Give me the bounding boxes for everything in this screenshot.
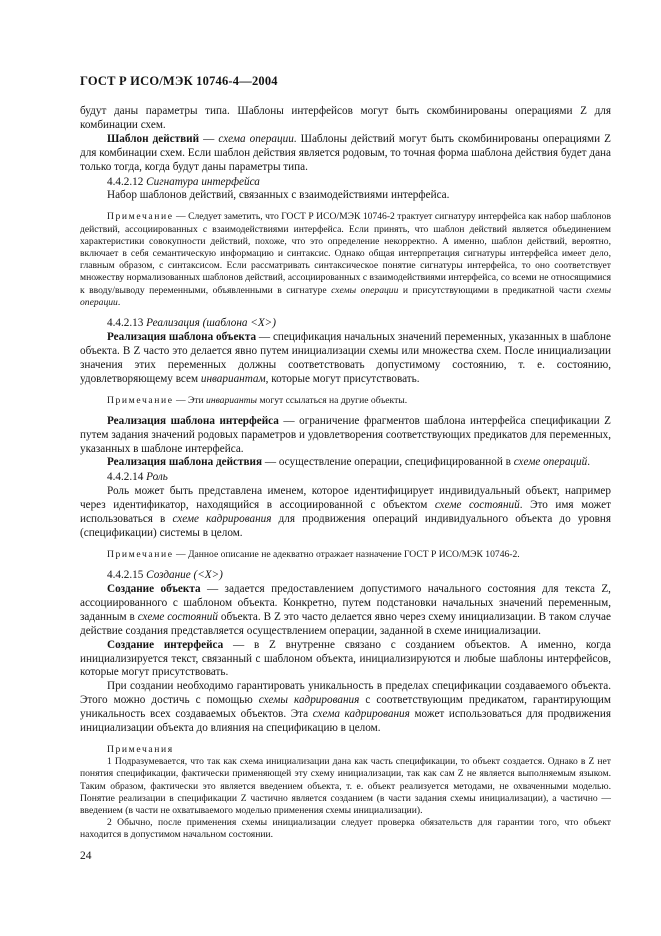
term: Создание интерфейса (107, 638, 224, 651)
page-number: 24 (80, 850, 92, 862)
section-heading-4-4-2-14 (80, 471, 611, 485)
italic-term: схеме состояний (137, 610, 218, 623)
text: для продвижения операций индивидуального объекта до уровня (спецификации) системы в целом. (80, 513, 611, 539)
paragraph-interface-creation (80, 639, 611, 681)
paragraph-object-creation (80, 583, 611, 639)
text: могут ссылаться на другие объекты. (257, 394, 408, 406)
paragraph-uniqueness (80, 680, 611, 736)
text: Роль может быть представлена именем, которое идентифицирует индивидуальный объект, например через идентификатор, находящийся в ассоциированной с объектом (80, 485, 611, 512)
text: — осуществление операции, специфицированной в (262, 456, 514, 469)
note-item-1 (80, 756, 611, 817)
text: — в Z внутренне связано с созданием объектов. А именно, когда инициализируется текст, связанный с шаблоном объекта, инициализируются и любые шаблоны интерфейсов, которые могут присутствовать. (80, 638, 611, 679)
term: Создание объекта (107, 582, 201, 595)
text: . (117, 296, 121, 308)
text: — Следует заметить, что ГОСТ Р ИСО/МЭК 10746-2 трактует сигнатуру интерфейса как набор шаблонов действий, ассоциированных с взаимодействиями интерфейса. Если принять, что шаблон действий является объединением характеристики совокупности действий, похоже, что это определение некорректно. А именно, шаблон действий, вероятно, включает в себя семантическую информацию и синтаксис. Однако общая интерпретация сигнатуры интерфейса имеет дело, главным образом, с синтаксисом. Если рассматривать синтаксическое понятие сигнатуры интерфейса, то оно соответствует множеству нормализованных шаблонов действий, ассоциированных с взаимодействиями интерфейса, со всеми не относящимися к вводу/выводу переменными, объявленными в сигнатуре (80, 211, 611, 296)
text: — ограничение фрагментов шаблона интерфейса спецификации Z путем задания значений родовых параметров и удовлетворения соответствующих предикатов для переменных, указанных в шаблоне интерфейса. (80, 414, 611, 455)
italic-term: схеме операций (513, 456, 588, 469)
text: . Шаблоны действий могут быть скомбинированы операциями Z для комбинации схем. Если шаблон действия является родовым, то точная форма шаблона действия будет дана только тогда, когда будут даны параметры типа. (80, 132, 611, 173)
text: . Это имя может использоваться в (80, 499, 611, 526)
paragraph (80, 189, 611, 203)
italic-term: инвариантам (200, 372, 266, 385)
note-text: 1 Подразумевается, что так как схема инициализации дана как часть спецификации, то объект создается. Однако в Z нет понятия спецификации, фактически применяющей эту схему инициализации, так как сам Z не является выполняемым языком. Таким образом, фактически это является введением объекта, т. е. объект реализуется методами, не охваченными моделью. Понятие реализации в спецификации Z частично является созданием (в части задания схемы инициализации), а частично — введением (в части не охватываемого моделью применения схемы инициализации). (80, 756, 611, 816)
section-title: Роль (146, 471, 168, 484)
paragraph-text: будут даны параметры типа. Шаблоны интерфейсов могут быть скомбинированы операциями Z для комбинации схем. (80, 105, 611, 131)
section-heading-4-4-2-12 (80, 176, 611, 190)
paragraph-action-template (80, 133, 611, 175)
italic-term: схеме кадрирования (172, 513, 272, 526)
running-header: ГОСТ Р ИСО/МЭК 10746-4—2004 (80, 74, 278, 88)
term: Реализация шаблона объекта (107, 330, 257, 343)
section-title: Сигнатура интерфейса (146, 175, 260, 188)
text: , которые могут присутствовать. (265, 372, 420, 385)
paragraph-action-realization (80, 456, 611, 470)
text: объекта. В Z это часто делается явно через схему инициализации. В таком случае действие создания представляется осуществлением операции, заданной в схеме инициализации. (80, 610, 611, 637)
section-number: 4.4.2.14 (107, 471, 147, 484)
note-label: Примечание (107, 548, 174, 560)
note-label: Примечание (107, 394, 174, 406)
section-title: Реализация (шаблона <X>) (146, 316, 276, 329)
term: Шаблон действий (107, 132, 200, 145)
paragraph-object-realization (80, 331, 611, 387)
section-heading-4-4-2-13 (80, 317, 611, 331)
term: Реализация шаблона интерфейса (107, 414, 279, 427)
note-label: Примечание (107, 211, 174, 223)
italic-term: схема операции (218, 132, 294, 145)
italic-term: схема кадрирования (312, 708, 410, 721)
text: и присутствующими в предикатной части (398, 284, 586, 296)
italic-term: инварианты (206, 394, 258, 406)
notes-label (80, 744, 611, 756)
note-2 (80, 395, 611, 407)
section-title: Создание (<X>) (146, 569, 223, 582)
italic-term: схемы операции (80, 284, 611, 308)
section-number: 4.4.2.15 (107, 569, 147, 582)
text: с соответствующим предикатом, гарантирующим уникальность всех создаваемых объектов. Эта (80, 694, 611, 721)
text: может использоваться для продвижения инициализации объекта до влияния на спецификацию в целом. (80, 708, 611, 735)
note-3 (80, 549, 611, 561)
section-number: 4.4.2.12 (107, 175, 147, 188)
text: — (199, 132, 219, 145)
italic-term: схеме состояний (434, 499, 520, 512)
note-item-2 (80, 817, 611, 841)
note-1 (80, 211, 611, 309)
paragraph-text: Набор шаблонов действий, связанных с взаимодействиями интерфейса. (107, 189, 450, 202)
term: Реализация шаблона действия (107, 456, 263, 469)
section-number: 4.4.2.13 (107, 316, 147, 329)
paragraph-interface-realization (80, 415, 611, 457)
text: — спецификация начальных значений переменных, указанных в шаблоне объекта. В Z часто это делается явно путем инициализации схемы или множества схем. После инициализации значения этих переменных должны соответствовать допустимому состоянию, т. е. состоянию, удовлетворяющему всем (80, 330, 611, 385)
text: — Данное описание не адекватно отражает назначение ГОСТ Р ИСО/МЭК 10746-2. (173, 548, 520, 560)
text: — задается предоставлением допустимого начального состояния для текста Z, ассоциированного с шаблоном объекта. Конкретно, путем подстановки начальных значений переменным, заданным в (80, 582, 611, 623)
text: При создании необходимо гарантировать уникальность в пределах спецификации создаваемого объекта. Этого можно достичь с помощью (80, 680, 611, 707)
text: . (587, 456, 591, 469)
note-text: 2 Обычно, после применения схемы инициализации следует проверка обязательств для гарантии того, что объект находится в допустимом начальном состоянии. (80, 817, 611, 841)
notes-label-text: Примечания (107, 743, 174, 755)
text: — Эти (173, 394, 207, 406)
section-heading-4-4-2-15 (80, 569, 611, 583)
italic-term: схемы операции (331, 284, 399, 296)
paragraph-role (80, 485, 611, 541)
paragraph (80, 105, 611, 133)
italic-term: схемы кадрирования (258, 694, 360, 707)
